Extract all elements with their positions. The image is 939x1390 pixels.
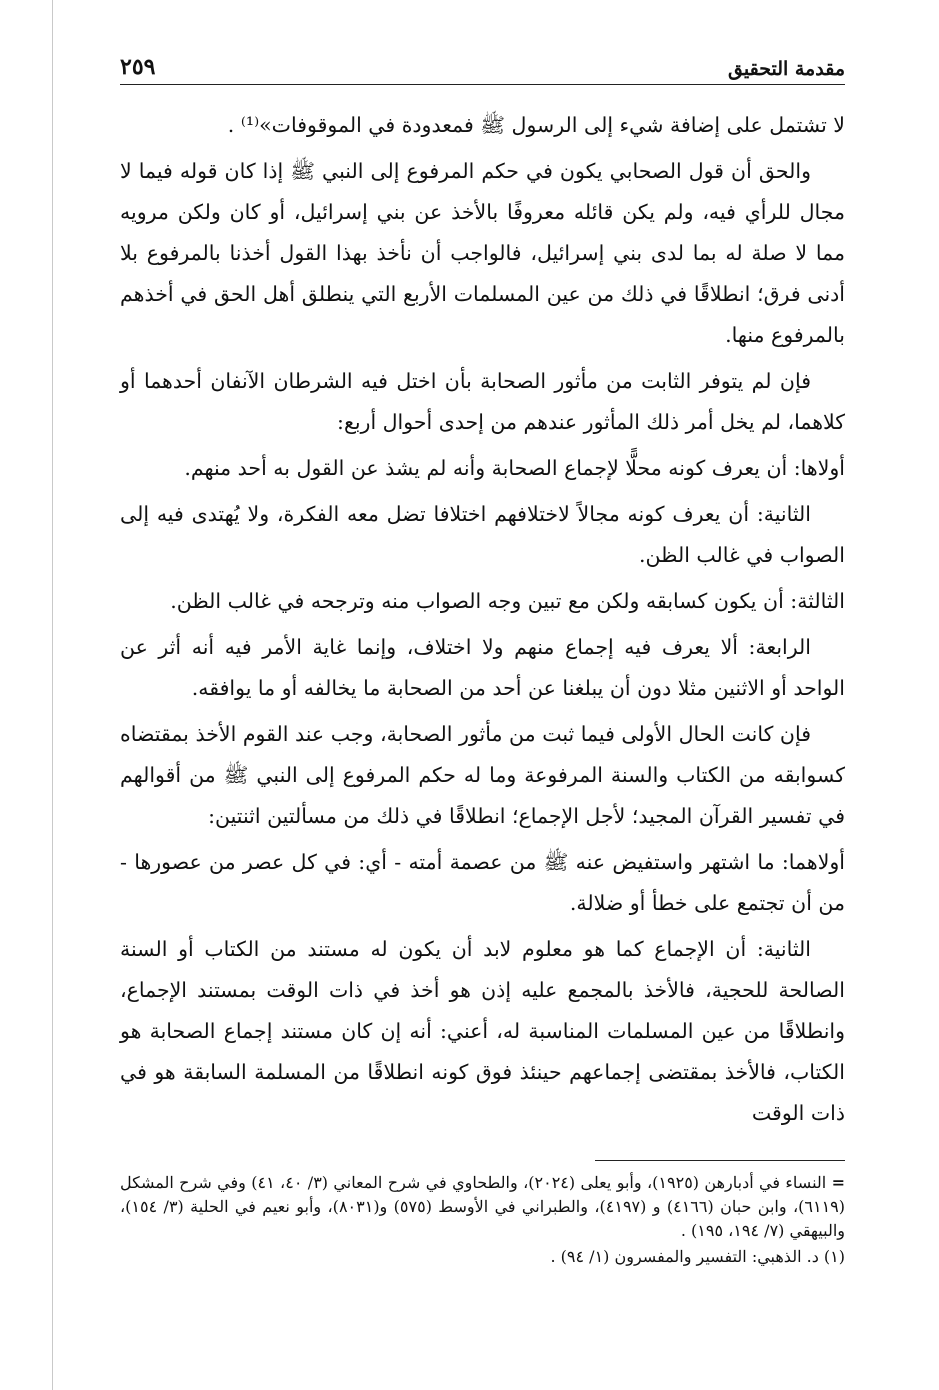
running-header: [120, 40, 845, 85]
page-number: ٢٥٩: [120, 54, 156, 80]
paragraph: أولاهما: ما اشتهر واستفيض عنه ﷺ من عصمة أمته - أي: في كل عصر من عصورها - من أن تجتمع على خطأ أو ضلالة.: [120, 850, 845, 915]
paragraph: الثانية: أن الإجماع كما هو معلوم لابد أن يكون له مستند من الكتاب أو السنة الصالحة للحجية، فالأخذ بالمجمع عليه إذن هو أخذ في ذات الوقت بمستند الإجماع، وانطلاقًا من عين المسلمات المناسبة له، أعني: أنه إن كان مستند إجماع الصحابة هو الكتاب، فالأخذ بمقتضى إجماعهم حينئذ فوق كونه انطلاقًا من المسلمة السابقة هو في ذات الوقت: [120, 937, 845, 1125]
header-title: مقدمة التحقيق: [728, 58, 845, 80]
paragraph: الرابعة: ألا يعرف فيه إجماع منهم ولا اختلاف، وإنما غاية الأمر فيه أنه أثر عن الواحد أو الاثنين مثلا دون أن يبلغنا عن أحد من الصحابة ما يخالفه أو ما يوافقه.: [120, 635, 845, 700]
paragraph: الثالثة: أن يكون كسابقه ولكن مع تبين وجه الصواب منه وترجحه في غالب الظن.: [170, 589, 845, 613]
body-text: [120, 105, 845, 1134]
paragraph: الثانية: أن يعرف كونه مجالاً لاختلافهم اختلافا تضل معه الفكرة، ولا يُهتدى فيه إلى الصواب في غالب الظن.: [120, 502, 845, 567]
footnote-divider: [595, 1160, 845, 1161]
footnotes: [120, 1171, 845, 1269]
footnote-1: (١) د. الذهبي: التفسير والمفسرون (١/ ٩٤) .: [550, 1247, 845, 1266]
book-page: [120, 40, 845, 1271]
paragraph: أولاها: أن يعرف كونه محلًّا لإجماع الصحابة وأنه لم يشذ عن القول به أحد منهم.: [184, 456, 845, 480]
paragraph: لا تشتمل على إضافة شيء إلى الرسول ﷺ فمعدودة في الموقوفات»⁽¹⁾ .: [227, 113, 845, 137]
paragraph: والحق أن قول الصحابي يكون في حكم المرفوع إلى النبي ﷺ إذا كان قوله فيما لا مجال للرأي فيه، ولم يكن قائله معروفًا بالأخذ عن بني إسرائيل، أو كان ولكن مرويه مما لا صلة له بما لدى بني إسرائيل، فالواجب أن نأخذ بهذا القول أخذنا بالمرفوع بلا أدنى فرق؛ انطلاقًا في ذلك من عين المسلمات الأربع التي ينطلق أهل الحق في أخذهم بالمرفوع منها.: [120, 159, 845, 347]
footnote-continuation: [120, 1171, 845, 1243]
paragraph: فإن كانت الحال الأولى فيما ثبت من مأثور الصحابة، وجب عند القوم الأخذ بمقتضاه كسوابقه من الكتاب والسنة المرفوعة وما له حكم المرفوع إلى النبي ﷺ من أقوالهم في تفسير القرآن المجيد؛ لأجل الإجماع؛ انطلاقًا في ذلك من مسألتين اثنتين:: [120, 722, 845, 828]
page-binding-line: [52, 0, 53, 1390]
footnote-continuation-marker: =: [831, 1173, 846, 1192]
paragraph: فإن لم يتوفر الثابت من مأثور الصحابة بأن اختل فيه الشرطان الآنفان أحدهما أو كلاهما، لم يخل أمر ذلك المأثور عندهم من إحدى أحوال أربع:: [120, 369, 845, 434]
footnote-continuation-text: النساء في أدبارهن (١٩٢٥)، وأبو يعلى (٢٠٢٤)، والطحاوي في شرح المعاني (٣/ ٤٠، ٤١) وفي شرح المشكل (٦١١٩)، وابن حبان (٤١٦٦) و (٤١٩٧)، والطبراني في الأوسط (٥٧٥) و(٨٠٣١)، وأبو نعيم في الحلية (٣/ ١٥٤)، والبيهقي (٧/ ١٩٤، ١٩٥) .: [120, 1173, 846, 1240]
